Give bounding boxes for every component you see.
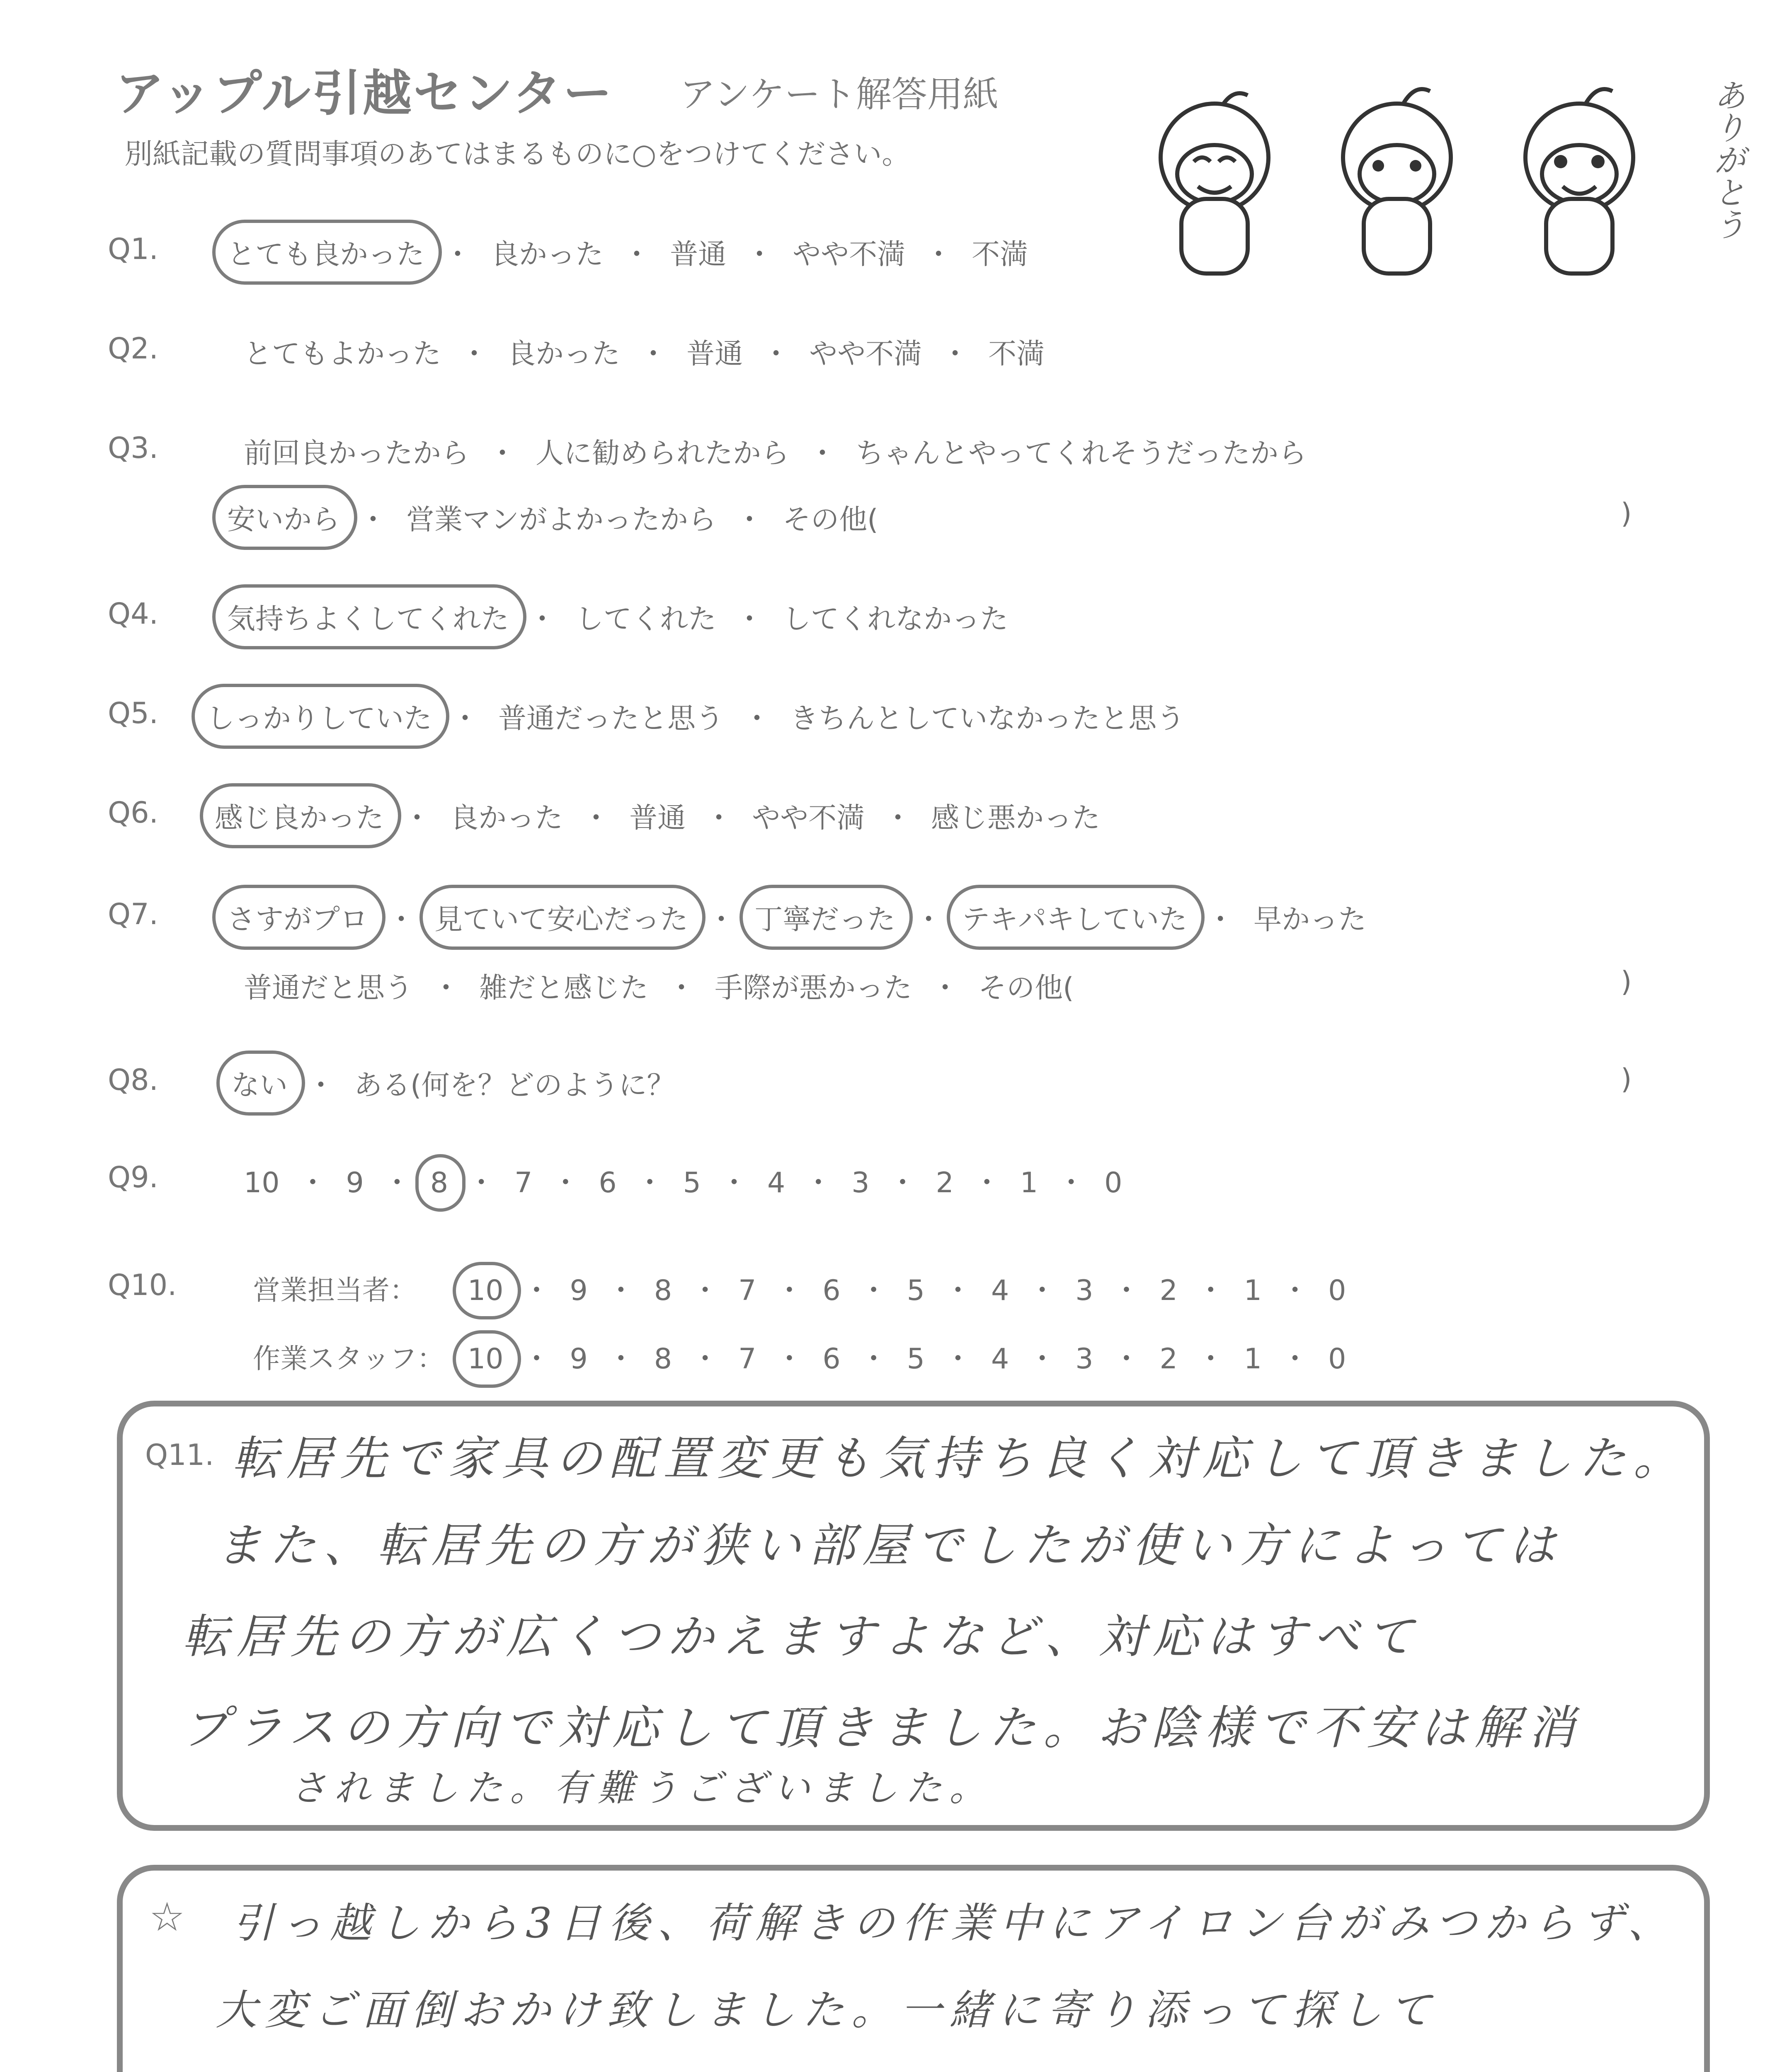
answer-option[interactable]: 不満 [988,338,1045,370]
answer-option[interactable]: ちゃんとやってくれそうだったから [856,437,1307,470]
answer-row [232,966,1086,1006]
thanks-text: ありがとう [1708,79,1746,240]
separator: ・ [931,972,960,1005]
separator: ・ [639,338,668,370]
separator: ・ [775,1274,804,1307]
separator: ・ [298,1167,327,1199]
score-option[interactable]: 1 [1244,1274,1262,1307]
answer-option-selected[interactable]: 丁寧だった [743,897,907,937]
answer-option[interactable]: 人に勧められたから [536,437,790,470]
question-number: Q8. [108,1063,158,1097]
score-option[interactable]: 2 [1159,1274,1178,1307]
separator: ・ [528,603,557,636]
answer-option-selected[interactable]: 気持ちよくしてくれた [216,597,521,637]
separator: ・ [403,802,432,835]
answer-option-selected[interactable]: 見ていて安心だった [423,897,700,937]
answer-option-selected[interactable]: 8 [419,1167,460,1199]
answer-option[interactable]: 良かった [491,238,604,271]
separator: ・ [884,802,912,835]
answer-row [203,796,1112,836]
answer-option[interactable]: きちんとしていなかったと思う [790,702,1185,735]
question-number: Q7. [108,897,158,931]
separator: ・ [467,1167,496,1199]
separator: ・ [745,238,774,271]
separator: ・ [1206,903,1235,936]
answer-option[interactable]: やや不満 [809,338,922,370]
separator: ・ [707,903,736,936]
answer-option[interactable]: 感じ悪かった [931,802,1101,835]
answer-option-selected[interactable]: 感じ良かった [203,796,395,836]
closing-paren: ) [1621,1063,1632,1096]
score-option[interactable]: 8 [654,1274,672,1307]
answer-row [216,897,1378,937]
score-option[interactable]: 2 [1159,1343,1178,1375]
score-option[interactable]: 6 [822,1274,841,1307]
score-option[interactable]: 9 [570,1274,588,1307]
q10-score-row [456,1336,1358,1377]
answer-row [216,497,890,537]
separator: ・ [859,1274,888,1307]
answer-option[interactable]: やや不満 [793,238,906,271]
answer-option-selected[interactable]: しっかりしていた [195,696,444,736]
answer-option[interactable]: してくれなかった [783,603,1009,636]
separator: ・ [1196,1274,1225,1307]
score-option[interactable]: 7 [738,1274,756,1307]
score-option[interactable]: 5 [907,1274,925,1307]
mascot-2 [1343,89,1451,274]
answer-row [216,597,1020,637]
answer-option-selected[interactable]: ない [220,1063,299,1103]
separator: ・ [691,1343,720,1375]
separator: ・ [635,1167,664,1199]
answer-option[interactable]: 10 [244,1167,280,1199]
q10-row-label: 作業スタッフ： [253,1343,444,1375]
answer-row [220,1063,687,1103]
closing-paren: ) [1621,966,1632,998]
mascot-illustration [1152,62,1700,286]
separator: ・ [924,238,953,271]
extra-comment-line: 大変ご面倒おかけ致しました。一緒に寄り添って探して [216,1986,1438,2034]
separator: ・ [914,903,943,936]
answer-option-selected[interactable]: さすがプロ [216,897,380,937]
score-option-selected[interactable]: 10 [456,1343,515,1375]
question-number: Q3. [108,431,158,465]
answer-option[interactable]: 営業マンがよかったから [406,503,717,536]
separator: ・ [1112,1274,1141,1307]
separator: ・ [432,972,461,1005]
answer-option[interactable]: ある(何を？どのように？ [354,1069,675,1102]
separator: ・ [667,972,696,1005]
answer-option[interactable]: 3 [851,1167,870,1199]
answer-option[interactable]: 良かった [507,338,621,370]
q11-comment-line: 転居先で家具の配置変更も気持ち良く対応して頂きました。 [232,1432,1687,1486]
separator: ・ [359,503,388,536]
extra-comment-line [216,2068,1068,2072]
extra-comment-line: 引っ越しから3日後、荷解きの作業中にアイロン台がみつからず、 [232,1899,1677,1947]
separator: ・ [1281,1274,1309,1307]
answer-row [232,1160,1134,1201]
separator: ・ [691,1274,720,1307]
answer-option[interactable]: 普通 [629,802,686,835]
form-subtitle: アンケート解答用紙 [680,74,999,115]
separator: ・ [1057,1167,1086,1199]
answer-option[interactable]: 5 [683,1167,701,1199]
answer-option[interactable]: 普通だと思う [244,972,413,1005]
separator: ・ [606,1274,635,1307]
separator: ・ [1028,1274,1057,1307]
separator: ・ [762,338,790,370]
question-number: Q4. [108,597,158,631]
answer-option[interactable]: その他( [978,972,1074,1005]
separator: ・ [307,1069,335,1102]
answer-option-selected[interactable]: 安いから [216,497,352,537]
answer-option[interactable]: とてもよかった [244,338,441,370]
answer-option[interactable]: 2 [936,1167,954,1199]
separator: ・ [943,1274,972,1307]
separator: ・ [804,1167,833,1199]
answer-row [232,332,1056,372]
separator: ・ [888,1167,917,1199]
answer-option[interactable]: 9 [346,1167,364,1199]
q11-label: Q11. [145,1438,214,1472]
question-number: Q10. [108,1268,177,1302]
answer-option[interactable]: 良かった [450,802,563,835]
answer-option[interactable]: 4 [767,1167,786,1199]
answer-option[interactable]: その他( [783,503,878,536]
separator: ・ [1028,1343,1057,1375]
separator: ・ [1112,1343,1141,1375]
separator: ・ [460,338,489,370]
answer-option[interactable]: 前回良かったから [244,437,470,470]
separator: ・ [488,437,517,470]
q11-comment-line: されました。有難うございました。 [290,1767,994,1809]
score-option[interactable]: 3 [1075,1343,1093,1375]
q10-row-label: 営業担当者： [253,1274,417,1306]
separator: ・ [943,1343,972,1375]
mascot-1 [1161,93,1268,274]
separator: ・ [1281,1343,1309,1375]
separator: ・ [451,702,480,735]
answer-option[interactable]: 雑だと感じた [479,972,649,1005]
answer-option[interactable]: 7 [514,1167,533,1199]
separator: ・ [623,238,651,271]
answer-option[interactable]: してくれた [575,603,717,636]
mascot-3 [1525,89,1633,274]
closing-paren: ) [1621,497,1632,530]
answer-row [216,232,1040,272]
question-number: Q6. [108,796,158,830]
q11-comment-line: プラスの方向で対応して頂きました。お陰様で不安は解消 [182,1701,1582,1755]
separator: ・ [606,1343,635,1375]
separator: ・ [582,802,611,835]
separator: ・ [972,1167,1001,1199]
answer-option[interactable]: 早かった [1253,903,1367,936]
separator: ・ [387,903,416,936]
answer-option[interactable]: やや不満 [752,802,865,835]
separator: ・ [735,503,764,536]
separator: ・ [705,802,733,835]
answer-option[interactable]: 0 [1104,1167,1123,1199]
answer-option[interactable]: 不満 [972,238,1028,271]
star-icon: ☆ [149,1894,185,1940]
separator: ・ [1196,1343,1225,1375]
answer-option[interactable]: 普通 [686,338,743,370]
instruction-text: 別紙記載の質問事項のあてはまるものに○をつけてください。 [124,138,910,171]
answer-option[interactable]: 1 [1020,1167,1038,1199]
separator: ・ [743,702,771,735]
question-number: Q9. [108,1160,158,1194]
score-option-selected[interactable]: 10 [456,1274,515,1307]
separator: ・ [941,338,970,370]
answer-option-selected[interactable]: テキパキしていた [950,897,1199,937]
score-option[interactable]: 8 [654,1343,672,1375]
answer-row [195,696,1196,736]
score-option[interactable]: 4 [991,1274,1009,1307]
separator: ・ [720,1167,748,1199]
score-option[interactable]: 0 [1328,1274,1346,1307]
score-option[interactable]: 7 [738,1343,756,1375]
answer-row [232,431,1318,471]
score-option[interactable]: 0 [1328,1343,1346,1375]
score-option[interactable]: 6 [822,1343,841,1375]
score-option[interactable]: 4 [991,1343,1009,1375]
q11-comment-line: 転居先の方が広くつかえますよなど、対応はすべて [182,1610,1421,1664]
question-number: Q2. [108,332,158,366]
company-title: アップル引越センター [115,65,614,122]
question-number: Q5. [108,696,158,730]
answer-option[interactable]: 手際が悪かった [715,972,912,1005]
separator: ・ [522,1274,551,1307]
separator: ・ [735,603,764,636]
separator: ・ [522,1343,551,1375]
separator: ・ [444,238,472,271]
q10-score-row [456,1268,1358,1308]
answer-option[interactable]: 普通だったと思う [498,702,724,735]
separator: ・ [808,437,837,470]
answer-option[interactable]: 普通 [670,238,727,271]
q11-comment-line: また、転居先の方が狭い部屋でしたが使い方によっては [216,1519,1563,1573]
separator: ・ [551,1167,580,1199]
question-number: Q1. [108,232,158,266]
separator: ・ [383,1167,411,1199]
answer-option-selected[interactable]: とても良かった [216,232,436,272]
score-option[interactable]: 9 [570,1343,588,1375]
score-option[interactable]: 1 [1244,1343,1262,1375]
score-option[interactable]: 5 [907,1343,925,1375]
separator: ・ [775,1343,804,1375]
score-option[interactable]: 3 [1075,1274,1093,1307]
separator: ・ [859,1343,888,1375]
answer-option[interactable]: 6 [599,1167,617,1199]
